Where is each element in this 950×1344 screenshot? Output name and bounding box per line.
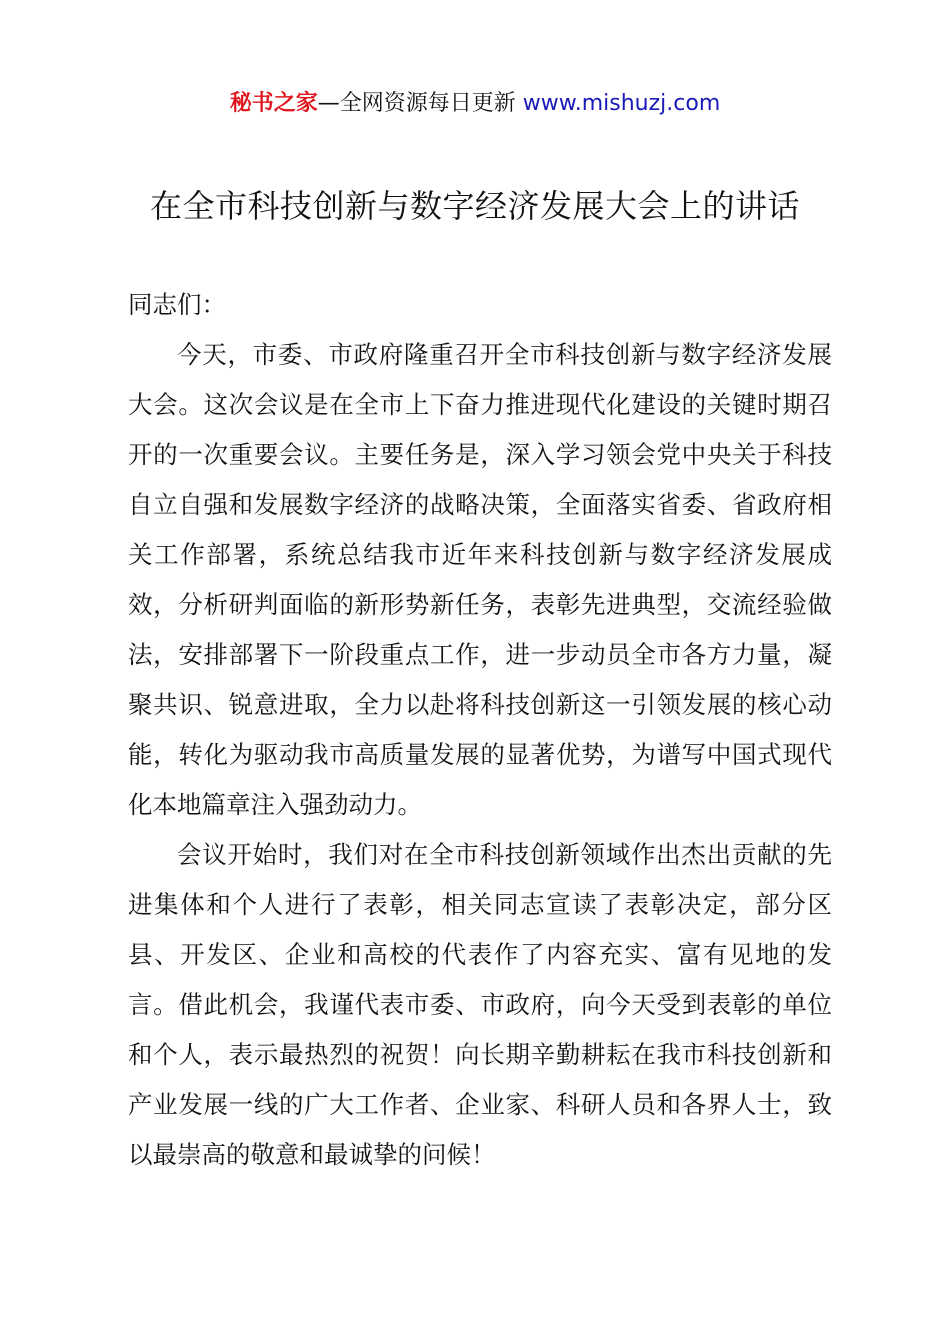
- document-body: [128, 280, 832, 1180]
- document-title: 在全市科技创新与数字经济发展大会上的讲话: [149, 187, 800, 225]
- greeting: 同志们：: [128, 290, 226, 319]
- header-tagline: —全网资源每日更新: [317, 91, 523, 116]
- site-url-link[interactable]: www.mishuzj.com: [522, 91, 721, 116]
- paragraph-1: 今天，市委、市政府隆重召开全市科技创新与数字经济发展大会。这次会议是在全市上下奋力推进现代化建设的关键时期召开的一次重要会议。主要任务是，深入学习领会党中央关于科技自立自强和发展数字经济的战略决策，全面落实省委、省政府相关工作部署，系统总结我市近年来科技创新与数字经济发展成效，分析研判面临的新形势新任务，表彰先进典型，交流经验做法，安排部署下一阶段重点工作，进一步动员全市各方力量，凝聚共识、锐意进取，全力以赴将科技创新这一引领发展的核心动能，转化为驱动我市高质量发展的显著优势，为谱写中国式现代化本地篇章注入强劲动力。: [128, 340, 832, 819]
- site-header: [0, 88, 950, 120]
- paragraph-2: 会议开始时，我们对在全市科技创新领域作出杰出贡献的先进集体和个人进行了表彰，相关同志宣读了表彰决定，部分区县、开发区、企业和高校的代表作了内容充实、富有见地的发言。借此机会，我谨代表市委、市政府，向今天受到表彰的单位和个人，表示最热烈的祝贺！向长期辛勤耕耘在我市科技创新和产业发展一线的广大工作者、企业家、科研人员和各界人士，致以最崇高的敬意和最诚挚的问候！: [128, 840, 832, 1169]
- brand-name: 秘书之家: [229, 91, 318, 116]
